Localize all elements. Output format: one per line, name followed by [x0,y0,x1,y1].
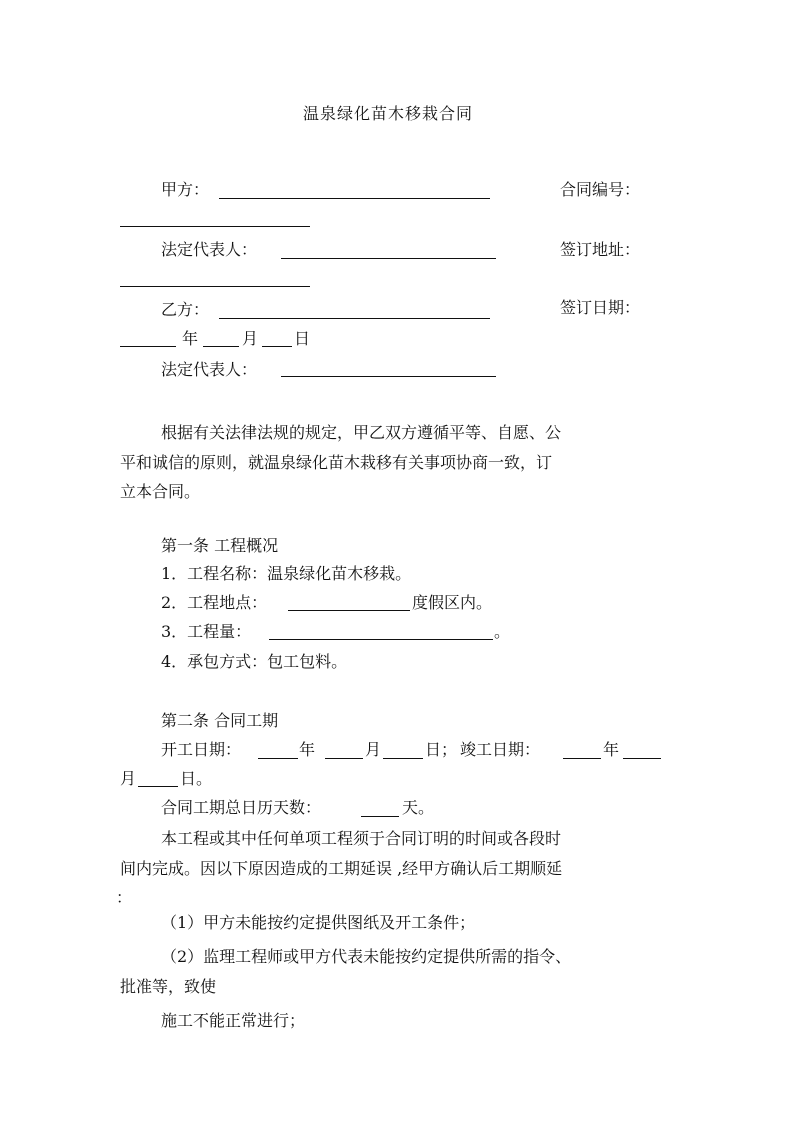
sign-date-day-label: 日 [294,329,311,348]
article-1-item-4: 4．承包方式：包工包料。 [161,652,348,671]
delay-para-line-1: 本工程或其中任何单项工程须于合同订明的时间或各段时 [161,829,562,848]
legal-rep-b-label: 法定代表人： [161,360,258,379]
article-1-item-1: 1．工程名称：温泉绿化苗木移栽。 [161,564,412,583]
article-1-item-3-suffix: 。 [494,622,511,641]
condition-2-line-3: 施工不能正常进行； [161,1011,306,1030]
start-day-label: 日； [425,740,458,759]
article-1-item-2-suffix: 度假区内。 [412,593,493,612]
legal-rep-b-blank[interactable] [281,376,496,377]
intro-line-2: 平和诚信的原则，就温泉绿化苗木栽移有关事项协商一致，订 [120,453,553,472]
sign-date-month-blank[interactable] [203,346,239,347]
party-b-label: 乙方： [161,300,210,319]
condition-2-line-2: 批准等，致使 [120,977,217,996]
delay-para-line-3: ： [116,888,133,907]
article-2-heading: 第二条 合同工期 [161,711,279,730]
total-days-blank[interactable] [361,816,399,817]
total-days-label: 合同工期总日历天数： [161,798,322,817]
sign-date-year-label: 年 [182,329,199,348]
article-1-item-3-label: 3．工程量： [161,622,252,641]
end-month-label: 月 [120,769,137,788]
end-year-label: 年 [603,740,620,759]
sign-date-day-blank[interactable] [262,346,292,347]
work-location-blank[interactable] [288,610,410,611]
intro-line-1: 根据有关法律法规的规定，甲乙双方遵循平等、自愿、公 [161,423,562,442]
article-1-item-2-label: 2．工程地点： [161,593,268,612]
legal-rep-a-label: 法定代表人： [161,240,258,259]
contract-no-blank[interactable] [120,226,310,227]
party-a-blank[interactable] [219,198,490,199]
work-quantity-blank[interactable] [269,639,493,640]
contract-no-label: 合同编号： [560,180,641,199]
total-days-unit: 天。 [402,798,435,817]
intro-line-3: 立本合同。 [120,482,201,501]
end-year-blank[interactable] [563,758,601,759]
page-title: 温泉绿化苗木移栽合同 [303,104,474,123]
end-day-label: 日。 [180,769,213,788]
start-date-label: 开工日期： [161,740,242,759]
start-month-blank[interactable] [325,758,363,759]
condition-2-line-1: （2）监理工程师或甲方代表未能按约定提供所需的指令、 [161,947,572,966]
party-b-blank[interactable] [219,318,490,319]
start-year-blank[interactable] [258,758,298,759]
article-1-heading: 第一条 工程概况 [161,536,279,555]
end-month-blank[interactable] [623,758,661,759]
sign-date-year-blank[interactable] [120,346,176,347]
start-day-blank[interactable] [383,758,423,759]
sign-place-label: 签订地址： [560,240,641,259]
legal-rep-a-blank[interactable] [281,258,496,259]
end-date-label: 竣工日期： [460,740,541,759]
sign-date-label: 签订日期： [560,298,641,317]
sign-date-month-label: 月 [242,329,259,348]
end-day-blank[interactable] [138,786,178,787]
condition-1: （1）甲方未能按约定提供图纸及开工条件； [161,913,476,932]
delay-para-line-2: 间内完成。因以下原因造成的工期延误 ,经甲方确认后工期顺延 [120,859,563,878]
start-year-label: 年 [299,740,316,759]
party-a-label: 甲方： [161,180,210,199]
sign-place-blank[interactable] [120,286,310,287]
start-month-label: 月 [365,740,382,759]
